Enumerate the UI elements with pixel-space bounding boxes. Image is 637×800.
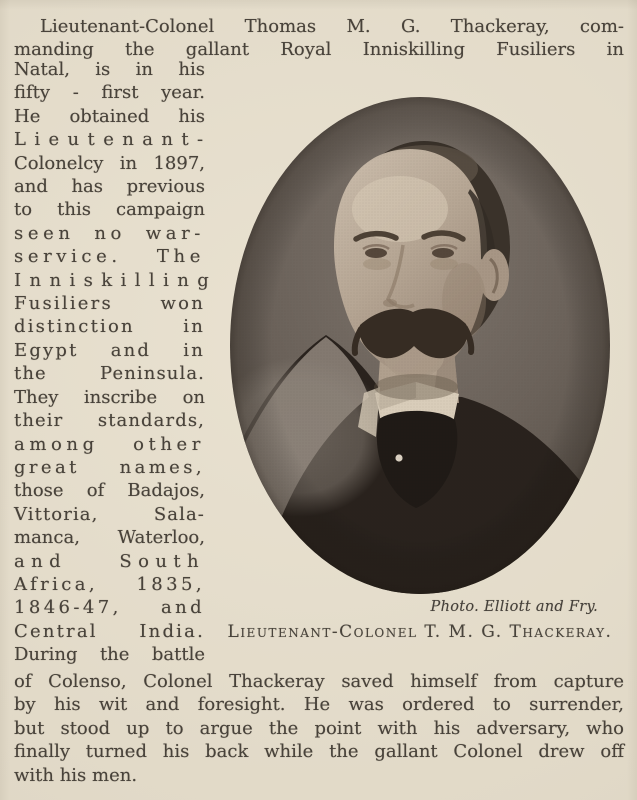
text-line: Vittoria, Sala- [14, 503, 205, 525]
text-line: service. The [14, 246, 205, 268]
text-line: They inscribe on [14, 386, 205, 408]
text-line: with his men. [14, 764, 138, 786]
text-line: 1846-47, and [14, 597, 205, 619]
text-line: Lieutenant- [14, 129, 212, 151]
text-line: the Peninsula. [14, 363, 205, 385]
text-line: fifty - first year. [14, 82, 205, 104]
text-line: and has previous [14, 176, 205, 198]
text-line: great names, [14, 456, 205, 478]
text-line: of Colenso, Colonel Thackeray saved himself from capture [14, 671, 624, 692]
left-column [14, 58, 218, 667]
text-line: Fusiliers won [14, 293, 205, 315]
text-line: but stood up to argue the point with his adversary, who [14, 717, 624, 739]
text-line: Natal, is in his [14, 59, 205, 80]
text-line: Africa, 1835, [14, 573, 205, 595]
text-line: He obtained his [14, 105, 205, 127]
closing-paragraph [14, 670, 624, 787]
text-line: and South [14, 550, 205, 572]
text-line: distinction in [14, 316, 205, 338]
text-line: Colonelcy in 1897, [14, 152, 205, 174]
intro-paragraph [14, 15, 624, 62]
text-line: seen no war- [14, 222, 205, 244]
text-line: among other [14, 433, 205, 455]
text-line: their standards, [14, 410, 205, 432]
portrait-photo [230, 97, 610, 594]
portrait-figure [230, 97, 610, 594]
text-line: Central India. [14, 620, 205, 642]
photo-caption: Lieutenant-Colonel T. M. G. Thackeray. [227, 622, 613, 642]
text-line: Inniskilling [14, 269, 218, 291]
text-line: During the battle [14, 644, 205, 666]
text-line: Lieutenant-Colonel Thomas M. G. Thackeray, com- [40, 16, 624, 37]
text-line: Egypt and in [14, 339, 205, 361]
text-line: manca, Waterloo, [14, 527, 205, 549]
text-line: finally turned his back while the gallant Colonel drew off [14, 741, 624, 763]
text-line: to this campaign [14, 199, 205, 221]
text-line: those of Badajos, [14, 480, 205, 502]
text-line: manding the gallant Royal Inniskilling Fusiliers in [14, 39, 624, 61]
photo-credit: Photo. Elliott and Fry. [430, 599, 598, 615]
text-line: by his wit and foresight. He was ordered to surrender, [14, 694, 624, 716]
